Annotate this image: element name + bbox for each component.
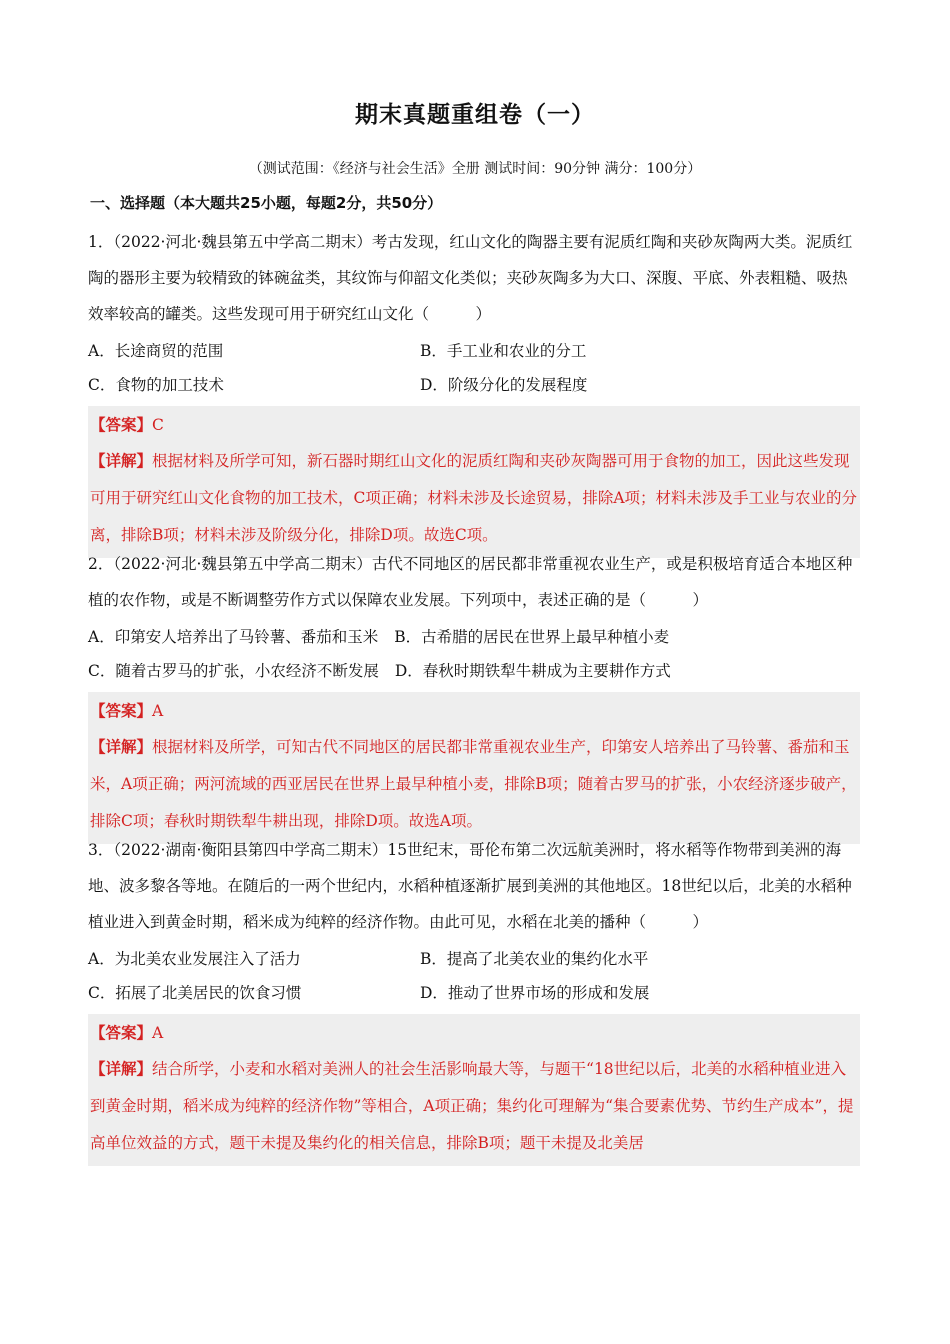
section-heading: 一、选择题（本大题共25小题，每题2分，共50分） xyxy=(90,194,443,212)
answer-box xyxy=(88,406,860,558)
answer-line xyxy=(90,408,858,442)
option-b: B．手工业和农业的分工 xyxy=(420,342,587,360)
answer-value: A xyxy=(152,702,164,720)
answer-box xyxy=(88,692,860,844)
explanation xyxy=(90,442,858,554)
explain-label: 【详解】 xyxy=(90,1059,153,1078)
answer-line xyxy=(90,1016,858,1050)
answer-label: 【答案】 xyxy=(90,701,153,720)
option-list xyxy=(88,942,860,1010)
answer-line xyxy=(90,694,858,728)
explain-label: 【详解】 xyxy=(90,451,153,470)
option-d: D．春秋时期铁犁牛耕成为主要耕作方式 xyxy=(394,662,671,680)
explain-label: 【详解】 xyxy=(90,737,153,756)
question-stem: 2．（2022·河北·魏县第五中学高二期末）古代不同地区的居民都非常重视农业生产，或是积极培育适合本地区种植的农作物，或是不断调整劳作方式以保障农业发展。下列项中，表述正确的是（ ） xyxy=(88,555,853,609)
question-3 xyxy=(88,832,860,1166)
option-a: A．为北美农业发展注入了活力 xyxy=(88,950,301,968)
answer-box xyxy=(88,1014,860,1166)
answer-value: A xyxy=(152,1024,164,1042)
explanation-text: 根据材料及所学可知，新石器时期红山文化的泥质红陶和夹砂灰陶器可用于食物的加工，因此这些发现可用于研究红山文化食物的加工技术，C项正确；材料未涉及长途贸易，排除A项；材料未涉及手工业与农业的分离，排除B项；材料未涉及阶级分化，排除D项。故选C项。 xyxy=(90,452,858,544)
option-d: D．推动了世界市场的形成和发展 xyxy=(420,984,650,1002)
answer-value: C xyxy=(152,416,164,434)
option-c: C．随着古罗马的扩张，小农经济不断发展 xyxy=(88,662,379,680)
option-list xyxy=(88,620,860,688)
test-info: （测试范围：《经济与社会生活》全册 测试时间：90分钟 满分：100分） xyxy=(248,161,702,177)
explanation-text: 根据材料及所学，可知古代不同地区的居民都非常重视农业生产，印第安人培养出了马铃薯、番茄和玉米，A项正确；两河流域的西亚居民在世界上最早种植小麦，排除B项；随着古罗马的扩张，小农经济逐步破产，排除C项；春秋时期铁犁牛耕出现，排除D项。故选A项。 xyxy=(90,738,857,830)
question-stem: 3．（2022·湖南·衡阳县第四中学高二期末）15世纪末，哥伦布第二次远航美洲时，将水稻等作物带到美洲的海地、波多黎各等地。在随后的一两个世纪内，水稻种植逐渐扩展到美洲的其他地区。18世纪以后，北美的水稻种植业进入到黄金时期，稻米成为纯粹的经济作物。由此可见，水稻在北美的播种（ ） xyxy=(88,841,852,931)
answer-label: 【答案】 xyxy=(90,1023,153,1042)
explanation xyxy=(90,728,858,840)
option-c: C．食物的加工技术 xyxy=(88,376,224,394)
page-title: 期末真题重组卷（一） xyxy=(355,102,595,128)
question-2 xyxy=(88,546,860,844)
option-c: C．拓展了北美居民的饮食习惯 xyxy=(88,984,302,1002)
option-a: A．长途商贸的范围 xyxy=(88,342,224,360)
option-b: B．提高了北美农业的集约化水平 xyxy=(420,950,649,968)
question-1 xyxy=(88,224,860,558)
explanation-text: 结合所学，小麦和水稻对美洲人的社会生活影响最大等，与题干“18世纪以后，北美的水稻种植业进入到黄金时期，稻米成为纯粹的经济作物”等相合，A项正确；集约化可理解为“集合要素优势、节约生产成本”，提高单位效益的方式，题干未提及集约化的相关信息，排除B项；题干未提及北美居 xyxy=(90,1060,854,1152)
explanation xyxy=(90,1050,858,1162)
option-b: B．古希腊的居民在世界上最早种植小麦 xyxy=(394,628,670,646)
option-list xyxy=(88,334,860,402)
option-a: A．印第安人培养出了马铃薯、番茄和玉米 xyxy=(88,628,379,646)
option-d: D．阶级分化的发展程度 xyxy=(420,376,588,394)
question-stem: 1．（2022·河北·魏县第五中学高二期末）考古发现，红山文化的陶器主要有泥质红陶和夹砂灰陶两大类。泥质红陶的器形主要为较精致的钵碗盆类，其纹饰与仰韶文化类似；夹砂灰陶多为大口、深腹、平底、外表粗糙、吸热效率较高的罐类。这些发现可用于研究红山文化（ ） xyxy=(88,233,853,323)
answer-label: 【答案】 xyxy=(90,415,153,434)
